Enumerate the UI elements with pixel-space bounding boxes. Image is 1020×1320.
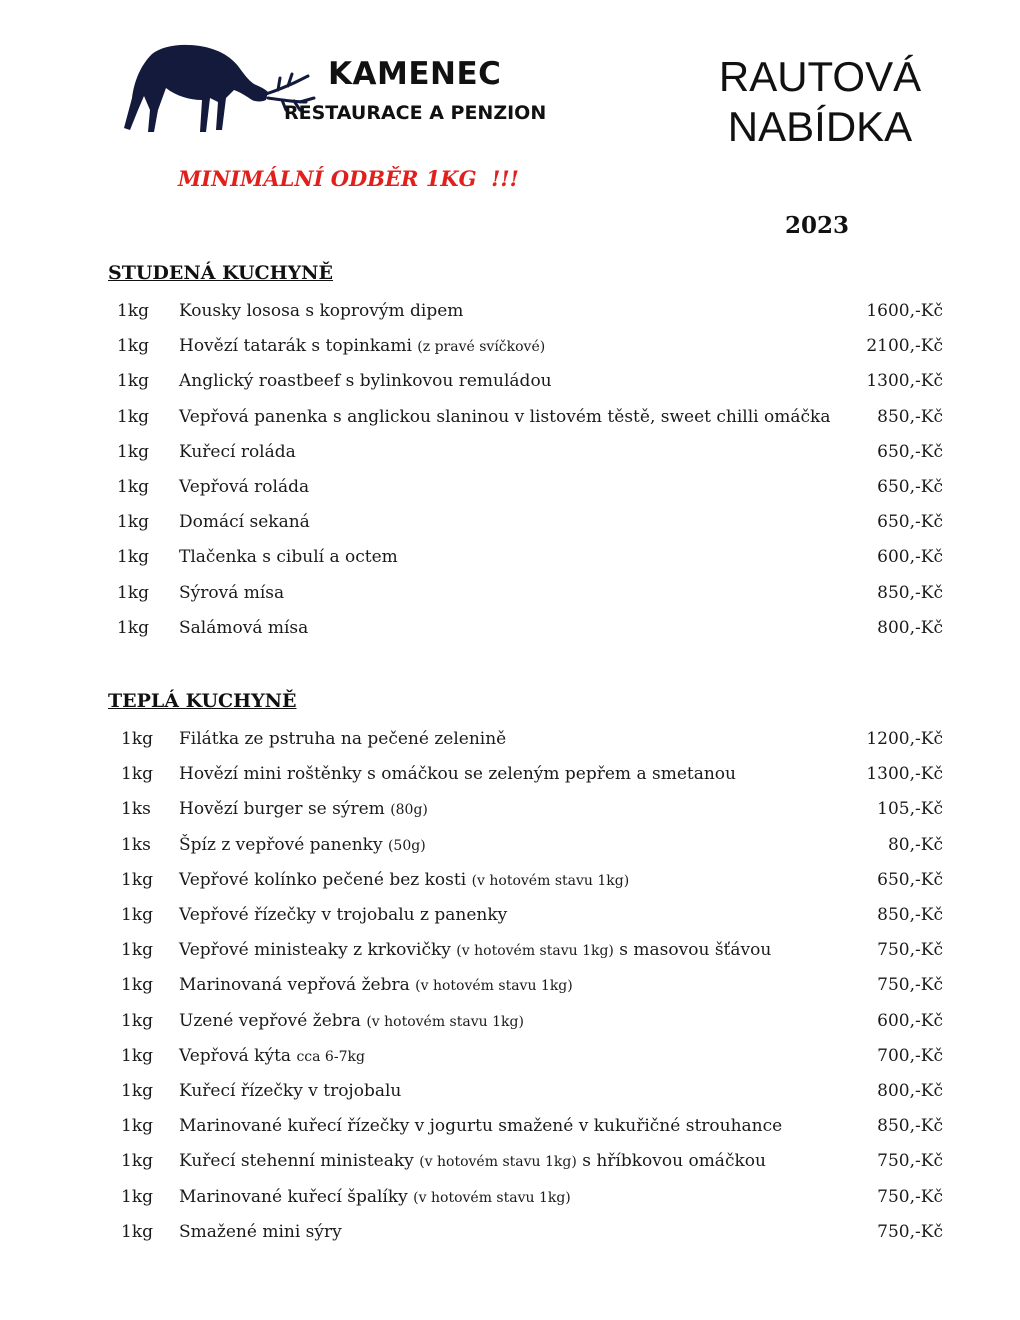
menu-item-row: [0, 583, 1020, 618]
item-name-text: Uzené vepřové žebra: [179, 1010, 361, 1031]
item-price: 850,-Kč: [877, 582, 943, 603]
item-price: 600,-Kč: [877, 547, 943, 568]
menu-item-row: [0, 301, 1020, 336]
item-quantity: 1kg: [121, 1010, 153, 1031]
item-quantity: 1kg: [121, 1151, 153, 1172]
title-line-1: RAUTOVÁ: [718, 53, 922, 100]
section-title-warm: TEPLÁ KUCHYNĚ: [108, 690, 297, 712]
item-name-text: Anglický roastbeef s bylinkovou remuládou: [179, 371, 552, 392]
item-price: 650,-Kč: [877, 869, 943, 890]
menu-item-row: [0, 1187, 1020, 1222]
item-name-text: Vepřová kýta: [179, 1045, 292, 1066]
item-quantity: 1kg: [117, 301, 149, 321]
menu-item-row: [0, 336, 1020, 371]
menu-item-row: [0, 371, 1020, 406]
item-name: [179, 940, 771, 961]
item-price: 2100,-Kč: [866, 336, 943, 357]
menu-item-row: [0, 1222, 1020, 1257]
item-name: [179, 618, 308, 638]
item-name: [179, 870, 629, 891]
item-price: 650,-Kč: [877, 512, 943, 533]
menu-item-row: [0, 870, 1020, 905]
item-name: [179, 905, 507, 925]
item-name: [179, 442, 296, 462]
item-name-text: Salámová mísa: [179, 617, 309, 638]
menu-item-row: [0, 477, 1020, 512]
item-price: 80,-Kč: [887, 834, 943, 855]
item-name-text: Kuřecí řízečky v trojobalu: [179, 1081, 402, 1101]
brand-name: KAMENEC: [328, 56, 502, 92]
item-price: 800,-Kč: [877, 617, 943, 638]
item-price: 1300,-Kč: [866, 371, 943, 392]
item-quantity: 1kg: [117, 406, 149, 427]
item-name: [179, 371, 552, 391]
item-quantity: 1kg: [117, 582, 149, 603]
item-note: cca 6-7kg: [296, 1048, 365, 1065]
menu-item-row: [0, 940, 1020, 975]
item-price: 1600,-Kč: [866, 301, 943, 321]
title-line-2: NABÍDKA: [727, 103, 913, 150]
item-price: 850,-Kč: [877, 406, 943, 427]
item-price: 700,-Kč: [877, 1045, 943, 1066]
item-name-text: Vepřové kolínko pečené bez kosti: [179, 869, 467, 890]
item-price: 750,-Kč: [877, 975, 943, 996]
menu-item-row: [0, 1011, 1020, 1046]
item-name: [179, 407, 830, 427]
item-name-text: Sýrová mísa: [179, 582, 285, 603]
item-name-text: Kuřecí stehenní ministeaky: [179, 1151, 414, 1172]
item-quantity: 1kg: [117, 336, 149, 357]
menu-item-row: [0, 407, 1020, 442]
item-name: [179, 547, 398, 567]
menu-item-row: [0, 975, 1020, 1010]
item-name-text: Vepřová panenka s anglickou slaninou v listovém těstě, sweet chilli omáčka: [179, 406, 831, 427]
menu-item-row: [0, 1046, 1020, 1081]
item-price: 1300,-Kč: [866, 764, 943, 785]
item-name-suffix: s masovou šťávou: [619, 940, 772, 961]
menu-item-row: [0, 1151, 1020, 1186]
menu-item-row: [0, 905, 1020, 940]
item-name: [179, 1046, 365, 1067]
item-quantity: 1kg: [121, 975, 153, 996]
item-name-text: Tlačenka s cibulí a octem: [179, 547, 398, 568]
item-name-text: Marinovaná vepřová žebra: [179, 975, 410, 996]
item-name-text: Hovězí burger se sýrem: [179, 799, 385, 820]
item-price: 650,-Kč: [877, 477, 943, 497]
menu-item-row: [0, 764, 1020, 799]
item-name: [179, 729, 506, 749]
item-price: 1200,-Kč: [866, 729, 943, 749]
item-quantity: 1ks: [121, 834, 151, 855]
item-name-suffix: s hříbkovou omáčkou: [582, 1151, 766, 1172]
item-name: [179, 301, 463, 321]
minimum-order-notice: MINIMÁLNÍ ODBĚR 1KG !!!: [178, 166, 519, 191]
item-name: [179, 1187, 571, 1208]
item-name: [179, 336, 545, 357]
item-name: [179, 835, 426, 856]
item-name-text: Smažené mini sýry: [179, 1221, 342, 1242]
item-quantity: 1kg: [121, 1081, 153, 1101]
item-name-text: Hovězí mini roštěnky s omáčkou se zeleným pepřem a smetanou: [179, 764, 736, 785]
item-quantity: 1kg: [117, 512, 149, 533]
item-name: [179, 583, 284, 603]
item-price: 850,-Kč: [877, 1116, 943, 1137]
document-title: [700, 52, 940, 152]
item-quantity: 1kg: [121, 1186, 153, 1207]
item-name: [179, 512, 310, 532]
item-note: (v hotovém stavu 1kg): [366, 1013, 524, 1030]
item-quantity: 1kg: [117, 477, 149, 497]
item-name-text: Filátka ze pstruha na pečené zelenině: [179, 729, 507, 749]
menu-item-row: [0, 547, 1020, 582]
item-quantity: 1kg: [121, 905, 153, 925]
item-name-text: Marinované kuřecí špalíky: [179, 1186, 408, 1207]
item-name-text: Špíz z vepřové panenky: [179, 834, 383, 855]
item-note: (50g): [387, 837, 426, 854]
item-quantity: 1kg: [121, 1116, 153, 1137]
item-quantity: 1kg: [117, 441, 149, 462]
item-price: 750,-Kč: [877, 1151, 943, 1172]
item-price: 750,-Kč: [877, 1221, 943, 1242]
item-price: 600,-Kč: [877, 1010, 943, 1031]
menu-item-row: [0, 729, 1020, 764]
menu-item-row: [0, 1081, 1020, 1116]
item-quantity: 1kg: [117, 547, 149, 568]
item-name: [179, 1151, 766, 1172]
item-quantity: 1kg: [121, 869, 153, 890]
item-price: 650,-Kč: [877, 441, 943, 462]
item-price: 750,-Kč: [877, 940, 943, 961]
item-quantity: 1kg: [117, 371, 149, 392]
item-name: [179, 1222, 342, 1242]
item-quantity: 1kg: [121, 1045, 153, 1066]
item-name: [179, 1116, 782, 1136]
item-quantity: 1ks: [121, 799, 151, 820]
menu-item-row: [0, 618, 1020, 653]
item-name: [179, 477, 309, 497]
item-note: (v hotovém stavu 1kg): [413, 1189, 571, 1206]
item-quantity: 1kg: [121, 1221, 153, 1242]
item-name: [179, 1011, 524, 1032]
item-note: (v hotovém stavu 1kg): [419, 1154, 577, 1171]
item-name-text: Kuřecí roláda: [179, 441, 296, 462]
item-name-text: Domácí sekaná: [179, 512, 310, 533]
section-title-cold: STUDENÁ KUCHYNĚ: [108, 262, 334, 284]
item-name-text: Hovězí tatarák s topinkami: [179, 336, 412, 357]
item-name: [179, 975, 573, 996]
menu-item-row: [0, 512, 1020, 547]
item-name: [179, 764, 736, 784]
item-price: 850,-Kč: [877, 905, 943, 925]
item-name-text: Vepřové ministeaky z krkovičky: [179, 940, 451, 961]
item-note: (v hotovém stavu 1kg): [415, 978, 573, 995]
item-quantity: 1kg: [121, 764, 153, 785]
menu-item-row: [0, 1116, 1020, 1151]
item-name-text: Vepřová roláda: [179, 477, 310, 497]
item-price: 800,-Kč: [877, 1081, 943, 1101]
item-name: [179, 799, 428, 820]
menu-year: 2023: [785, 212, 850, 239]
brand-logo: [118, 40, 568, 135]
item-name-text: Marinované kuřecí řízečky v jogurtu smažené v kukuřičné strouhance: [179, 1116, 783, 1137]
brand-subtitle: RESTAURACE A PENZION: [284, 102, 547, 124]
item-note: (80g): [390, 802, 428, 819]
item-quantity: 1kg: [117, 617, 149, 638]
item-name-text: Kousky lososa s koprovým dipem: [179, 301, 464, 321]
menu-item-row: [0, 442, 1020, 477]
menu-item-row: [0, 835, 1020, 870]
item-name-text: Vepřové řízečky v trojobalu z panenky: [179, 905, 508, 925]
item-note: (v hotovém stavu 1kg): [471, 872, 630, 889]
menu-item-row: [0, 799, 1020, 834]
item-price: 750,-Kč: [877, 1186, 943, 1207]
item-name: [179, 1081, 401, 1101]
item-quantity: 1kg: [121, 729, 153, 749]
item-note: (z pravé svíčkové): [417, 339, 546, 356]
item-note: (v hotovém stavu 1kg): [456, 943, 614, 960]
item-quantity: 1kg: [121, 940, 153, 961]
item-price: 105,-Kč: [877, 799, 943, 820]
